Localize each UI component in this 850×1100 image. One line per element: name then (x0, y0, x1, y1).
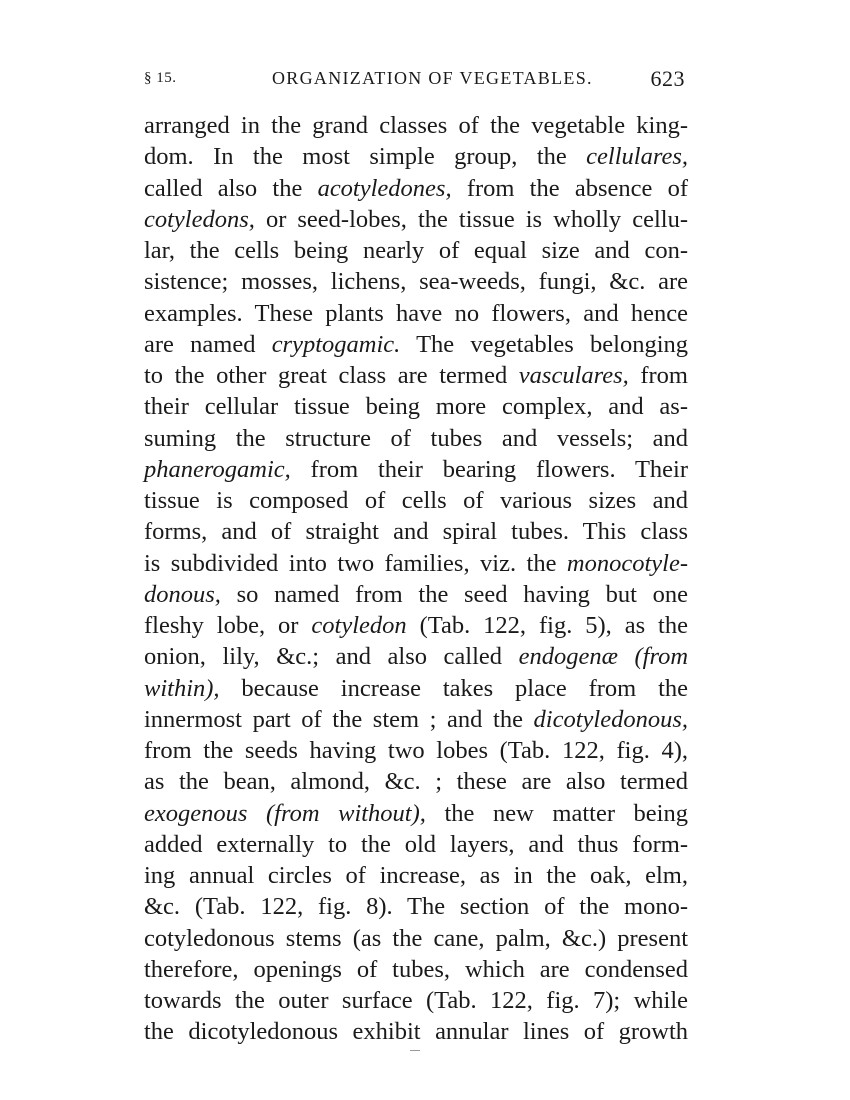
text-run: The vegetables belonging (400, 330, 689, 358)
text-line (144, 266, 688, 297)
text-run: innermost part of the stem ; and the (144, 705, 534, 733)
text-line (144, 923, 688, 954)
running-header (140, 66, 685, 96)
page-number: 623 (650, 66, 685, 91)
italic-term: donous, (144, 580, 221, 608)
text-run: therefore, openings of tubes, which are condensed (144, 955, 688, 983)
italic-term: exogenous (from without), (144, 799, 426, 827)
text-run: because increase takes place from the (219, 674, 688, 702)
text-line (144, 141, 688, 172)
italic-term: monocotyle- (566, 549, 688, 577)
text-run: added externally to the old layers, and thus form- (144, 830, 688, 858)
text-line (144, 798, 688, 829)
text-line (144, 360, 688, 391)
text-line (144, 298, 688, 329)
page-mark (410, 1050, 420, 1051)
text-line (144, 391, 688, 422)
text-run: so named from the seed having but one (220, 580, 688, 608)
text-run: (Tab. 122, fig. 5), as the (406, 612, 688, 639)
text-run: forms, and of straight and spiral tubes. This class (144, 518, 688, 546)
text-line (144, 610, 688, 641)
text-line (144, 985, 688, 1016)
text-line (144, 829, 688, 860)
text-run: called also the (144, 174, 318, 202)
text-line (144, 485, 688, 516)
text-line (144, 891, 688, 922)
italic-term: endogenæ (from (518, 643, 689, 671)
text-run: suming the structure of tubes and vessels; and (144, 424, 688, 452)
text-line (144, 579, 688, 610)
italic-term: cellulares, (586, 143, 688, 171)
text-run: towards the outer surface (Tab. 122, fig. 7); while (144, 987, 688, 1014)
text-run: from the seeds having two lobes (Tab. 122, fig. 4), (144, 737, 688, 764)
text-run: or seed-lobes, the tissue is wholly cellu- (254, 205, 688, 233)
text-run: from their bearing flowers. Their (290, 455, 688, 483)
text-run: the dicotyledonous exhibit annular lines of growth (144, 1018, 688, 1046)
text-run: examples. These plants have no flowers, and hence (144, 299, 688, 327)
italic-term: cotyledons, (144, 205, 255, 233)
italic-term: vasculares, (518, 362, 629, 389)
text-run: lar, the cells being nearly of equal size and con- (144, 237, 688, 264)
text-line (144, 516, 688, 547)
text-run: cotyledonous stems (as the cane, palm, &c.) present (144, 924, 688, 952)
text-run: fleshy lobe, or (144, 612, 312, 639)
text-line (144, 641, 688, 672)
text-line (144, 454, 688, 485)
text-line (144, 954, 688, 985)
text-line (144, 423, 688, 454)
text-line (144, 110, 688, 141)
text-run: as the bean, almond, &c. ; these are also termed (144, 768, 688, 796)
text-line (144, 1016, 688, 1047)
text-run: tissue is composed of cells of various sizes and (144, 487, 688, 514)
text-line (144, 329, 688, 360)
text-line (144, 766, 688, 797)
italic-term: acotyledones, (317, 174, 452, 202)
text-run: &c. (Tab. 122, fig. 8). The section of the mono- (144, 893, 688, 921)
text-line (144, 704, 688, 735)
italic-term: cryptogamic. (271, 330, 401, 358)
italic-term: cotyledon (311, 612, 407, 639)
text-line (144, 735, 688, 766)
text-run: to the other great class are termed (144, 362, 519, 389)
italic-term: phanerogamic, (144, 455, 291, 483)
text-run: ing annual circles of increase, as in the oak, elm, (144, 862, 688, 889)
text-line (144, 673, 688, 704)
text-run: from (628, 362, 688, 389)
italic-term: dicotyledonous, (533, 705, 688, 733)
text-line (144, 204, 688, 235)
text-run: are named (144, 330, 272, 358)
text-run: arranged in the grand classes of the vegetable king- (144, 112, 688, 139)
text-run: their cellular tissue being more complex, and as- (144, 393, 688, 421)
text-run: dom. In the most simple group, the (144, 143, 587, 171)
text-run: is subdivided into two families, viz. the (144, 549, 567, 577)
text-line (144, 235, 688, 266)
text-run: onion, lily, &c.; and also called (144, 643, 519, 671)
section-number: § 15. (144, 70, 177, 86)
italic-term: within), (144, 674, 220, 702)
running-title: ORGANIZATION OF VEGETABLES. (272, 68, 593, 88)
text-run: from the absence of (451, 174, 688, 202)
text-run: the new matter being (425, 799, 688, 827)
text-line (144, 548, 688, 579)
text-line (144, 860, 688, 891)
text-run: sistence; mosses, lichens, sea-weeds, fungi, &c. are (144, 268, 688, 296)
body-text (144, 110, 688, 1048)
text-line (144, 173, 688, 204)
